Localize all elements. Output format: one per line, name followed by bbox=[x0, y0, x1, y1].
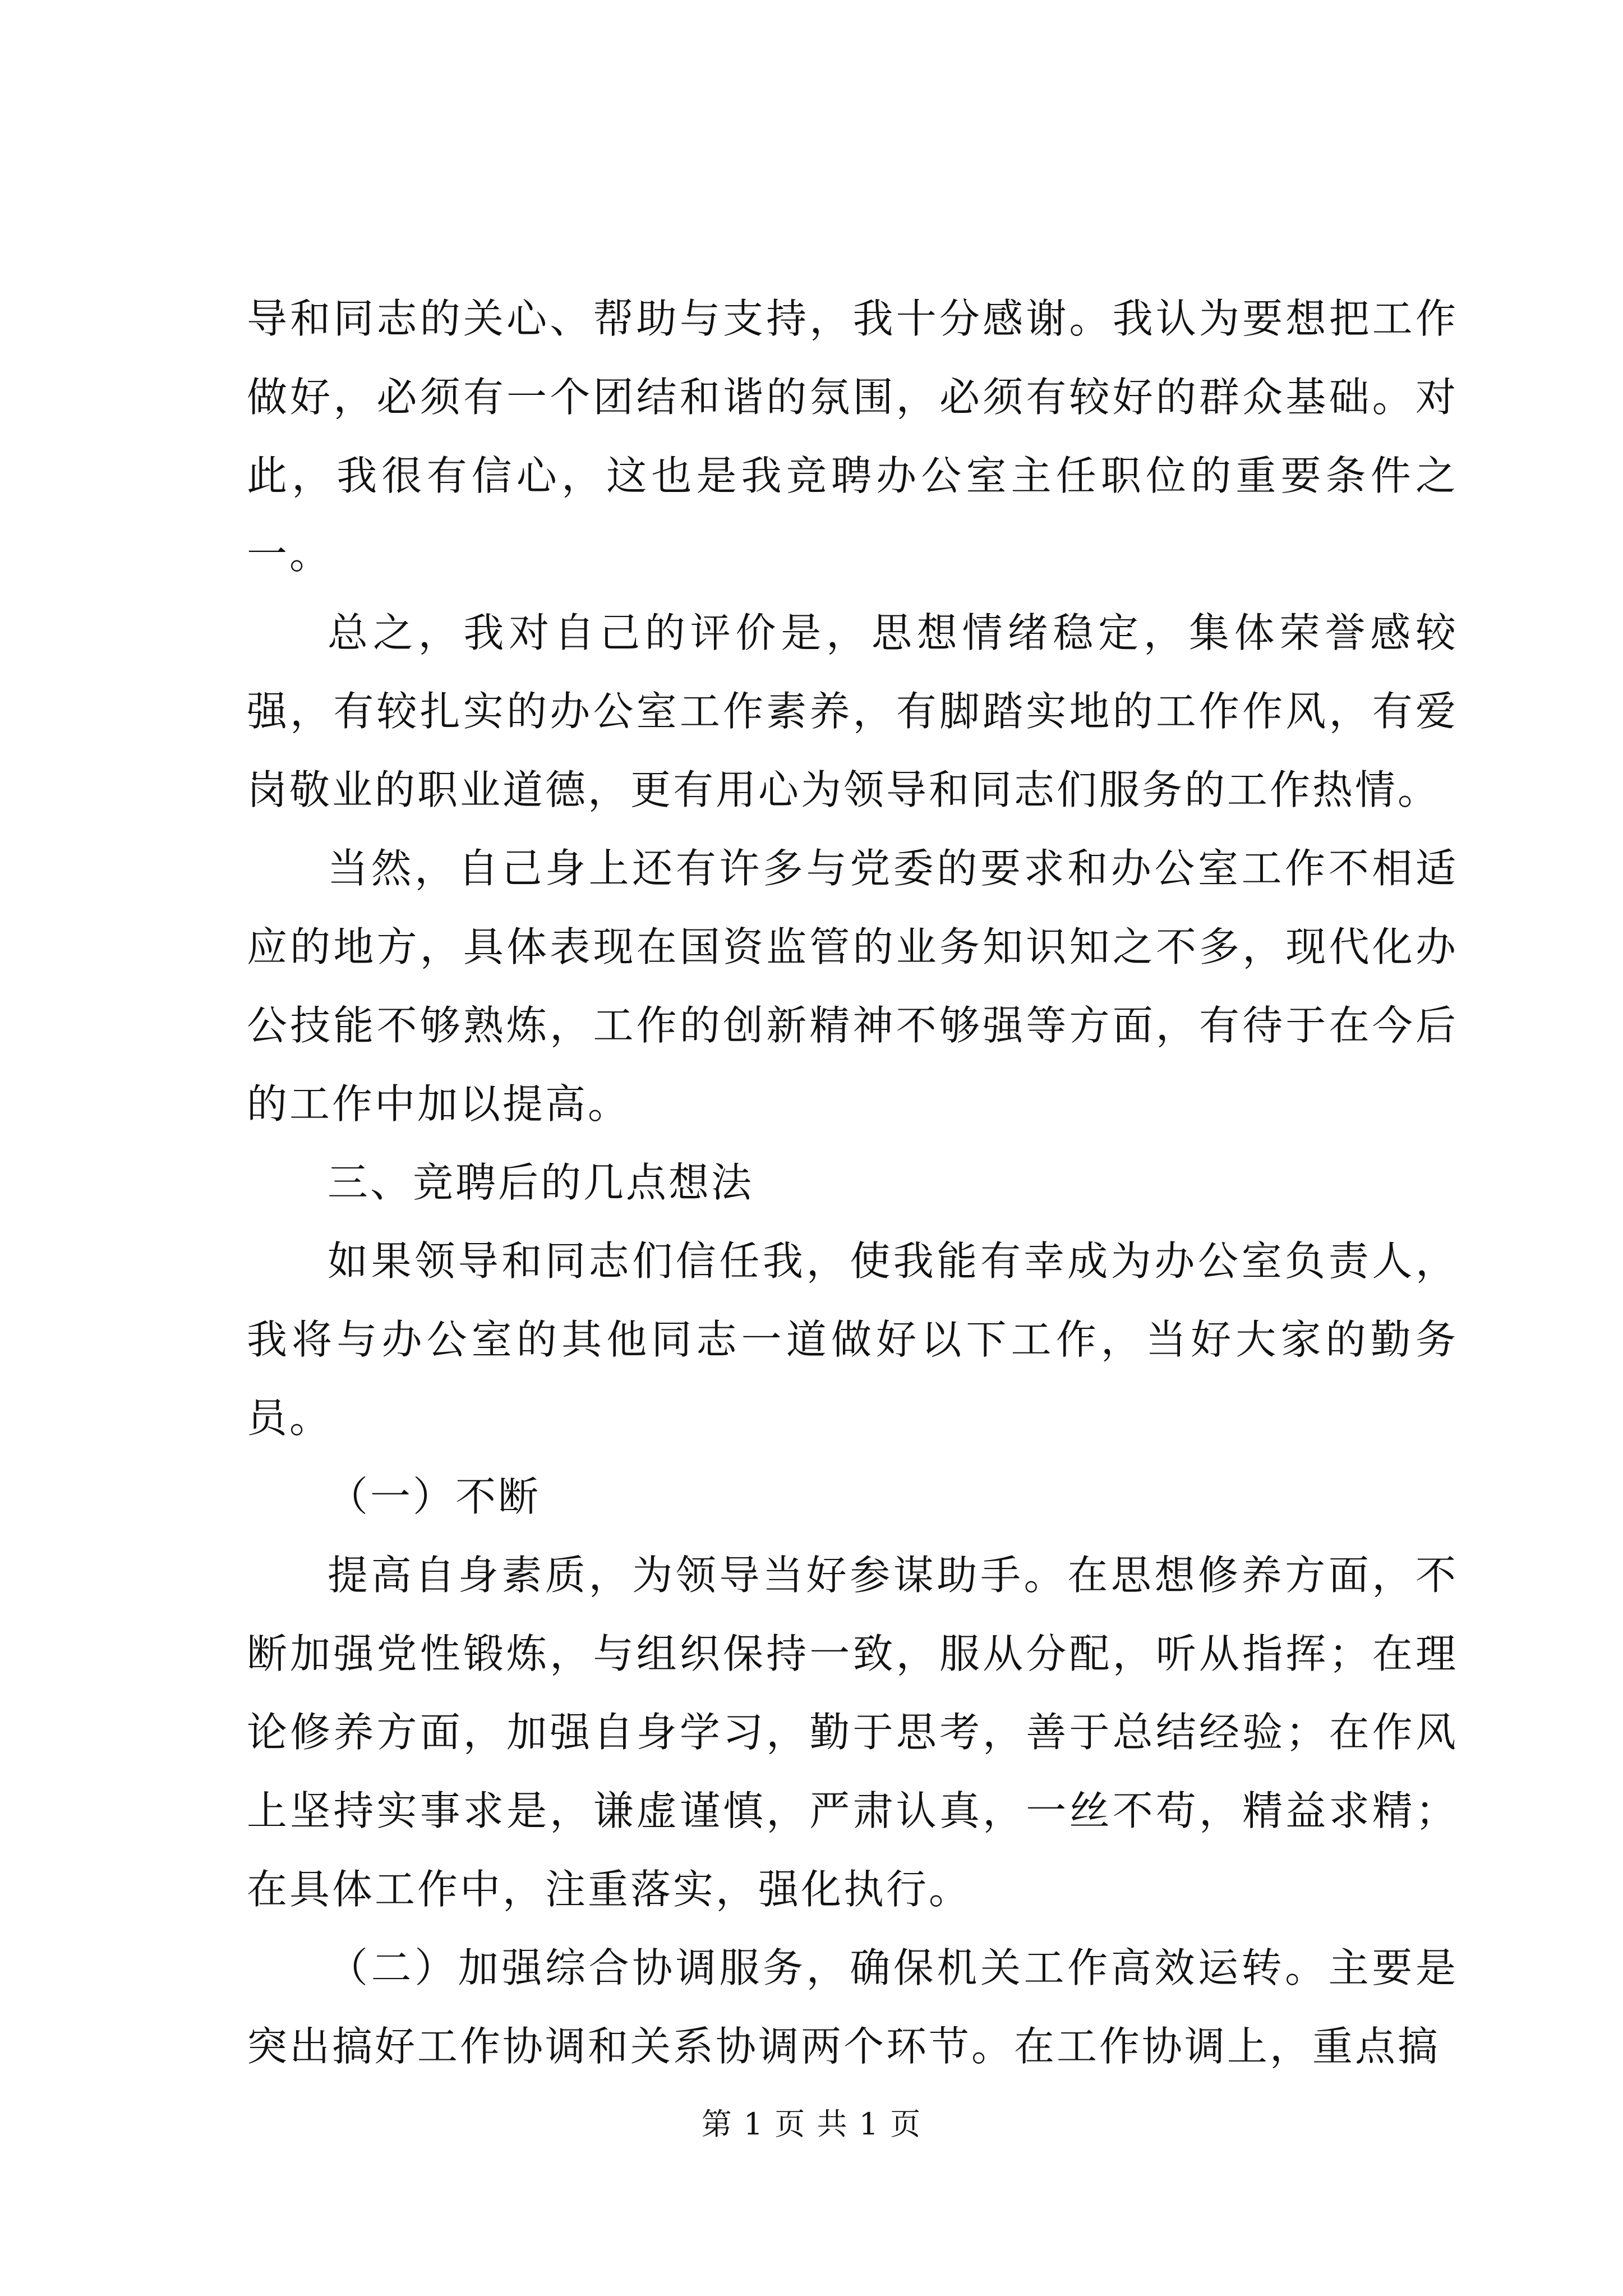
paragraph: （二）加强综合协调服务，确保机关工作高效运转。主要是突出搞好工作协调和关系协调两个环节。在工作协调上，重点搞 bbox=[247, 1944, 1458, 2070]
section-heading: 三、竞聘后的几点想法 bbox=[328, 1159, 754, 1206]
subsection-heading: （一）不断 bbox=[328, 1473, 541, 1520]
paragraph: 导和同志的关心、帮助与支持，我十分感谢。我认为要想把工作做好，必须有一个团结和谐的氛围，必须有较好的群众基础。对此，我很有信心，这也是我竞聘办公室主任职位的重要条件之一。 bbox=[247, 295, 1458, 578]
page-footer: 第 1 页 共 1 页 bbox=[701, 2106, 922, 2142]
paragraph: 如果领导和同志们信任我，使我能有幸成为办公室负责人，我将与办公室的其他同志一道做好以下工作，当好大家的勤务员。 bbox=[247, 1237, 1458, 1442]
paragraph: 提高自身素质，为领导当好参谋助手。在思想修养方面，不断加强党性锻炼，与组织保持一致，服从分配，听从指挥；在理论修养方面，加强自身学习，勤于思考，善于总结经验；在作风上坚持实事求是，谦虚谨慎，严肃认真，一丝不苟，精益求精；在具体工作中，注重落实，强化执行。 bbox=[247, 1552, 1458, 1913]
paragraph: 当然，自己身上还有许多与党委的要求和办公室工作不相适应的地方，具体表现在国资监管的业务知识知之不多，现代化办公技能不够熟炼，工作的创新精神不够强等方面，有待于在今后的工作中加以提高。 bbox=[247, 845, 1458, 1128]
document-body bbox=[247, 279, 1458, 2086]
paragraph: 总之，我对自己的评价是，思想情绪稳定，集体荣誉感较强，有较扎实的办公室工作素养，有脚踏实地的工作作风，有爱岗敬业的职业道德，更有用心为领导和同志们服务的工作热情。 bbox=[247, 609, 1458, 813]
